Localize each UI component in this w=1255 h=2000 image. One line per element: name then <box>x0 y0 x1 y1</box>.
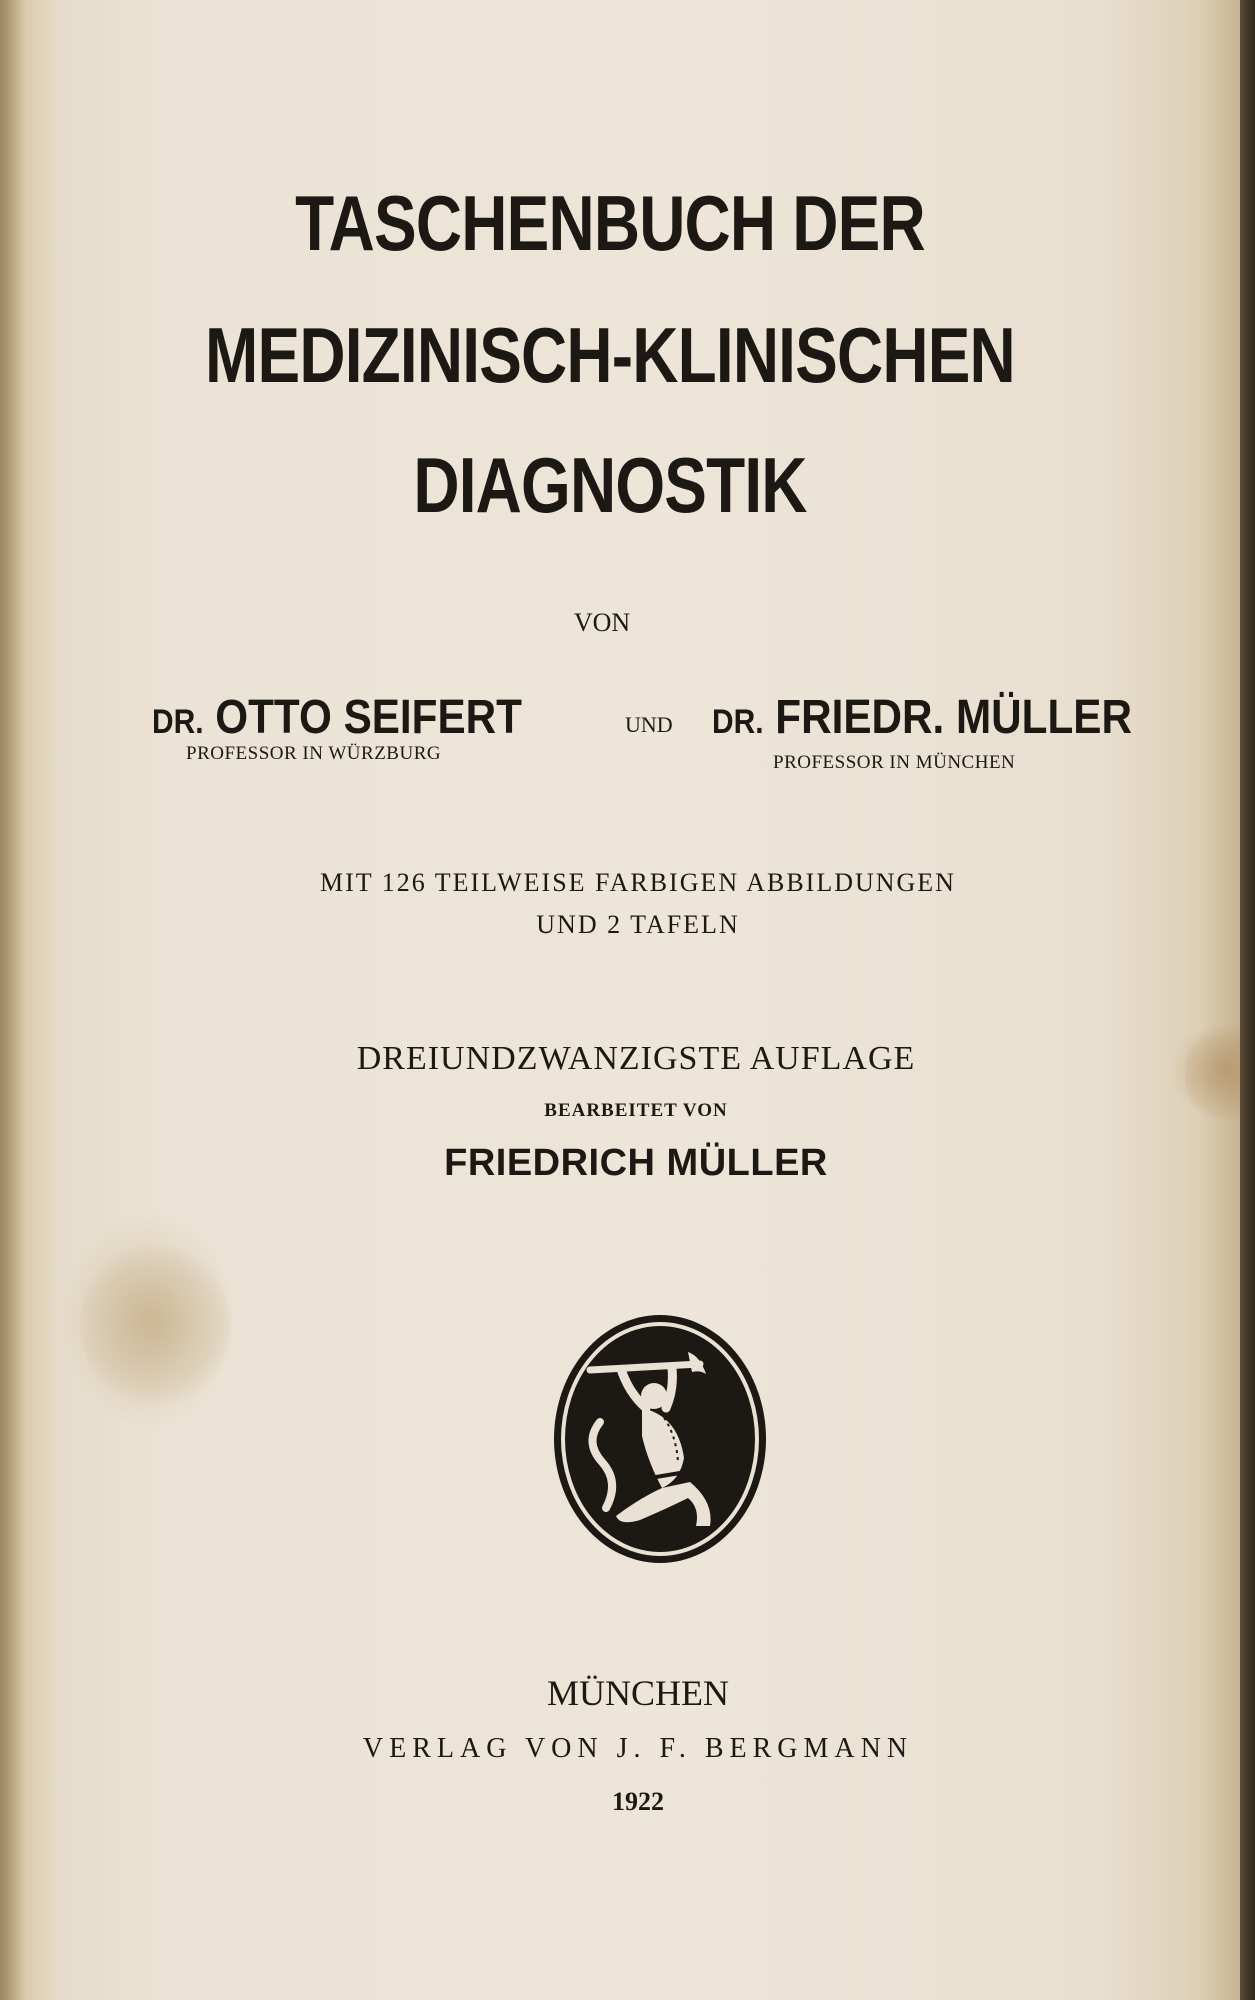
editor-name: FRIEDRICH MÜLLER <box>444 1142 828 1184</box>
author-mueller <box>712 690 1132 745</box>
kneeling-figure-with-hammer-emblem-icon <box>550 1312 770 1567</box>
by-label: VON <box>573 608 631 637</box>
publisher-city: MÜNCHEN <box>546 1673 729 1713</box>
author-name: FRIEDR. MÜLLER <box>775 691 1132 744</box>
revised-by-label: BEARBEITET VON <box>544 1100 728 1121</box>
page-edge <box>1240 0 1255 2000</box>
edition-label: DREIUNDZWANZIGSTE AUFLAGE <box>356 1040 916 1077</box>
illustrations-note-line-2: UND 2 TAFELN <box>536 910 740 939</box>
book-title-line-3: DIAGNOSTIK <box>413 441 807 529</box>
author-prefix: DR. <box>152 703 204 741</box>
author-seifert <box>152 690 522 745</box>
book-title-line-2: MEDIZINISCH-KLINISCHEN <box>205 311 1015 399</box>
illustrations-note-line-1: MIT 126 TEILWEISE FARBIGEN ABBILDUNGEN <box>320 868 956 897</box>
publisher-name: VERLAG VON J. F. BERGMANN <box>362 1733 914 1764</box>
paper-stain <box>80 1240 230 1410</box>
author-name: OTTO SEIFERT <box>215 691 522 744</box>
author-prefix: DR. <box>712 703 764 741</box>
author-position: PROFESSOR IN MÜNCHEN <box>773 752 1016 773</box>
publication-year: 1922 <box>612 1787 664 1816</box>
conjunction: UND <box>625 712 673 737</box>
author-position: PROFESSOR IN WÜRZBURG <box>186 743 442 764</box>
book-title-line-1: TASCHENBUCH DER <box>295 179 925 267</box>
